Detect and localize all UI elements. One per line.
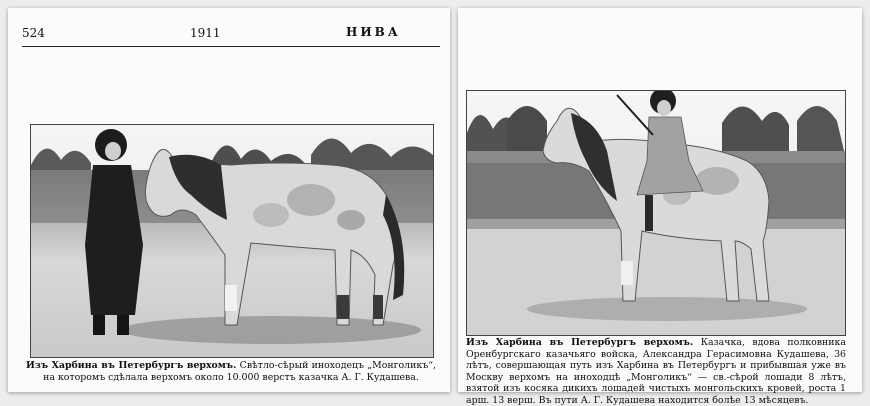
right-page <box>458 8 862 406</box>
page-header <box>22 20 440 44</box>
header-rule <box>22 46 440 47</box>
caption-left-title: Изъ Харбина въ Петербургъ верхомъ. <box>26 360 237 371</box>
photo-horse-standing <box>30 124 434 358</box>
photo-horse-standing-image <box>31 125 433 357</box>
page-year: 1911 <box>190 26 221 40</box>
caption-left-text: Свѣтло-сѣрый иноходецъ „Монголикъ“, на которомъ сдѣлала верхомъ около 10.000 верстъ казачка А. Г. Кудашева. <box>43 360 436 383</box>
caption-right <box>466 337 846 406</box>
caption-right-text: Казачка, вдова полковника Оренбургскаго казачьяго войска, Александра Герасимовна Кудашева, 36 лѣтъ, совершающая путь изъ Харбина въ Петербургъ и прибывшая уже въ Москву верхомъ на иноходцѣ „Монголикъ“ — св.-сѣрой лошади 8 лѣтъ, взятой изъ косяка дикихъ лошадей чистыхъ монгольскихъ кровей, роста 1 арш. 13 верш. Въ пути А. Г. Кудашева находится болѣе 13 мѣсяцевъ. <box>466 337 846 406</box>
caption-right-title: Изъ Харбина въ Петербургъ верхомъ. <box>466 337 694 348</box>
photo-horse-rider <box>466 90 846 336</box>
caption-left <box>26 360 436 383</box>
magazine-title: НИВА <box>346 25 401 39</box>
left-page <box>8 8 450 392</box>
photo-horse-rider-image <box>467 91 845 335</box>
page-number: 524 <box>22 26 45 40</box>
